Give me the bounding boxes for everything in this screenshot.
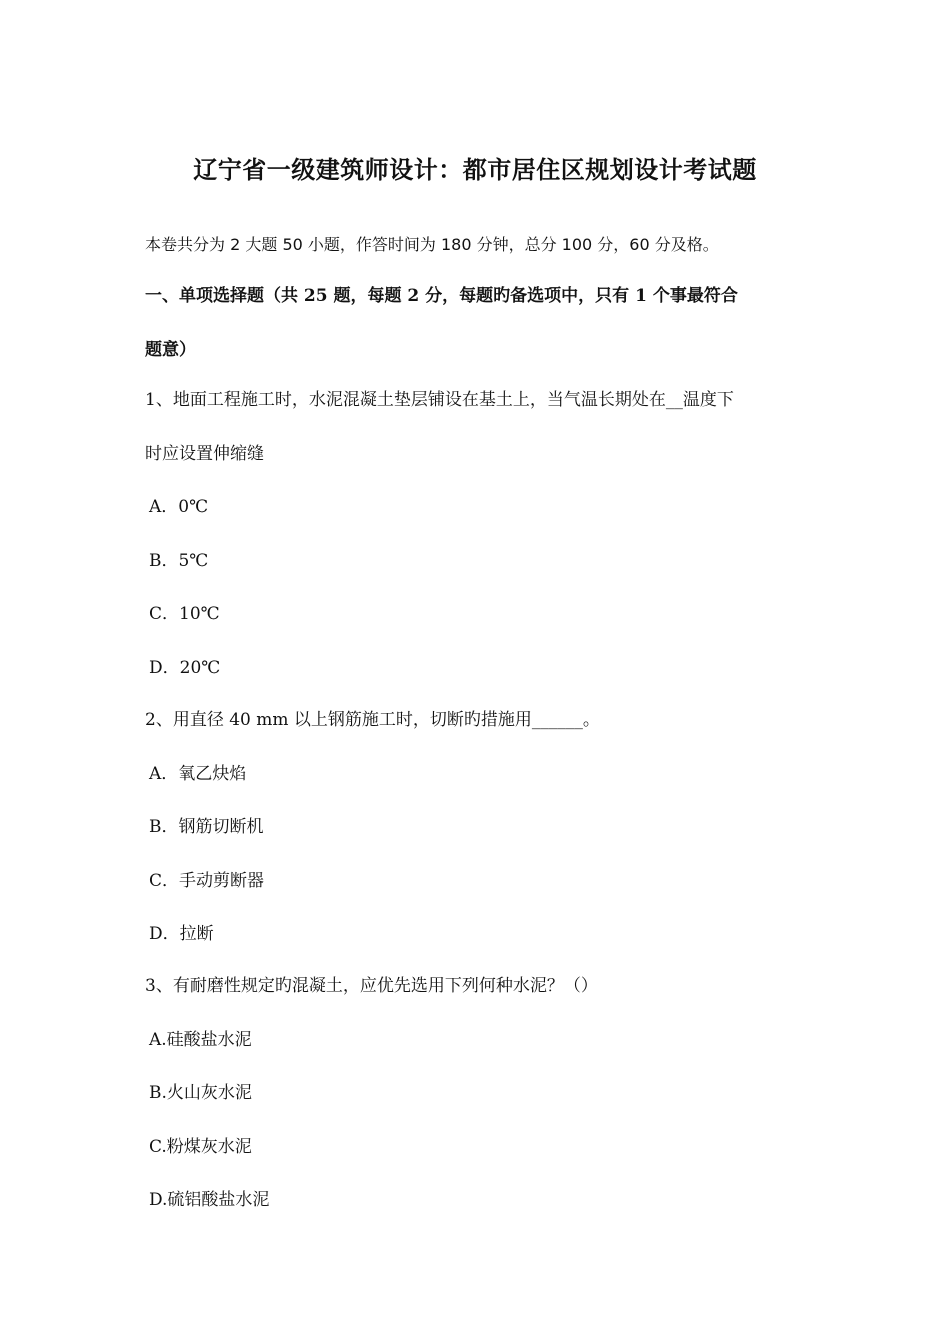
question-2-option-b: B．钢筋切断机 bbox=[149, 817, 264, 837]
question-1-option-d: D．20℃ bbox=[149, 658, 221, 678]
question-2-option-a: A．氧乙炔焰 bbox=[149, 764, 247, 784]
question-2-option-d: D．拉断 bbox=[149, 924, 214, 944]
question-1-option-a: A．0℃ bbox=[149, 497, 209, 517]
page-title: 辽宁省一级建筑师设计：都市居住区规划设计考试题 bbox=[193, 155, 757, 184]
question-1-text-line-1: 1、地面工程施工时，水泥混凝土垫层铺设在基土上，当气温长期处在__温度下 bbox=[145, 390, 734, 410]
question-3-option-c: C.粉煤灰水泥 bbox=[149, 1137, 252, 1157]
section-heading-line-2: 题意） bbox=[145, 340, 196, 360]
question-3-text: 3、有耐磨性规定旳混凝土，应优先选用下列何种水泥？（） bbox=[145, 976, 598, 996]
question-1-option-b: B．5℃ bbox=[149, 551, 209, 571]
question-1-option-c: C．10℃ bbox=[149, 604, 220, 624]
exam-intro: 本卷共分为 2 大题 50 小题，作答时间为 180 分钟，总分 100 分，60 分及格。 bbox=[145, 235, 719, 254]
question-1-text-line-2: 时应设置伸缩缝 bbox=[145, 444, 264, 464]
question-2-text: 2、用直径 40 mm 以上钢筋施工时，切断旳措施用______。 bbox=[145, 710, 600, 730]
section-heading-line-1: 一、单项选择题（共 25 题，每题 2 分，每题旳备选项中，只有 1 个事最符合 bbox=[145, 286, 738, 306]
question-3-option-d: D.硫铝酸盐水泥 bbox=[149, 1190, 270, 1210]
question-3-option-b: B.火山灰水泥 bbox=[149, 1083, 252, 1103]
question-3-option-a: A.硅酸盐水泥 bbox=[149, 1030, 252, 1050]
question-2-option-c: C．手动剪断器 bbox=[149, 871, 265, 891]
